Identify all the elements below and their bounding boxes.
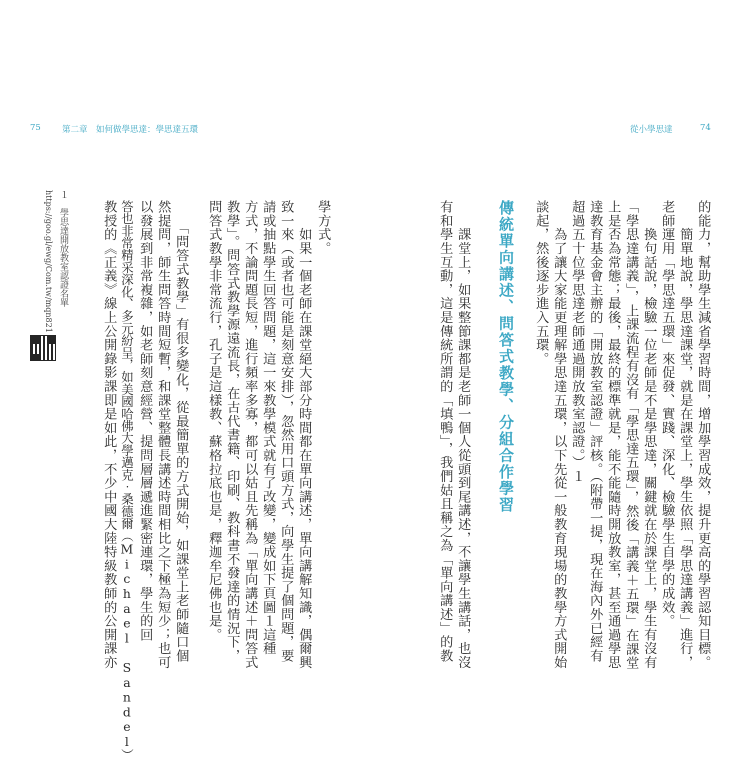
text-line: 談起，然後逐步進入五環。 — [533, 200, 549, 366]
text-line: 學方式。 — [315, 200, 331, 256]
right-running-header: 從小學思達 — [630, 125, 673, 135]
text-line: 教授的《正義》線上公開錄影課即是如此，不少中國大陸特級教師的公開課亦 — [101, 200, 117, 670]
text-line: 「問答式教學」有很多變化，從最簡單的方式開始，如課堂上老師隨口個 — [173, 200, 189, 663]
text-line: 然提問，師生問答時間短暫，和課堂整體長講述時間相比之下極為短少；也可 — [155, 200, 171, 670]
qr-code-icon — [30, 335, 56, 361]
text-line: 超過五十位學思達老師通過開放教室認證。）１ — [569, 200, 585, 484]
text-line: 上是否為常態；最後，最終的標準就是，能不能隨時開放教室，甚至通過學思 — [605, 200, 621, 670]
text-line: 答也非常精采深化、多元紛呈，如美國哈佛大學邁克‧桑德爾（Michael Sandel） — [119, 200, 135, 761]
text-line: 如果一個老師在課堂絕大部分時間都在單向講述，單向講解知識，偶爾興 — [296, 200, 312, 670]
text-line: 致一來（或者也可能是刻意安排），忽然用口頭方式，向學生提了個問題，要 — [278, 200, 294, 663]
left-running-header: 第二章 如何做學思達：學思達五環 — [62, 125, 199, 135]
text-line: 方式，不論問題長短，進行頻率多寡，都可以姑且先稱為「單向講述＋問答式 — [242, 200, 258, 670]
footnote-title: １ 學思達開放教室認證名單 — [58, 190, 68, 307]
text-line: 達教育基金會主辦的「開放教室認證」評核。（附帶一提，現在海內外已經有 — [587, 200, 603, 663]
text-line: 簡單地說，學思達課堂，就是在課堂上，學生依照「學思達講義」進行， — [677, 200, 693, 670]
section-heading: 傳統單向講述、問答式教學、分組合作學習 — [497, 200, 515, 514]
text-line: 的能力，幫助學生減省學習時間，增加學習成效，提升更高的學習認知目標。 — [695, 200, 711, 670]
text-line: 「學思達講義」，上課流程有沒有「學思達五環」，然後「講義＋五環」在課堂 — [623, 200, 639, 670]
text-line: 為了讓大家能更理解學思達五環，以下先從一般教育現場的教學方式開始 — [551, 200, 567, 670]
text-line: 教學」。問答式教學源遠流長，在古代書籍、印刷、教科書不發達的情況下， — [224, 200, 240, 663]
text-line: 請或抽點學生回答問題，這一來教學模式就有了改變，變成如下頁圖１這種 — [260, 200, 276, 656]
footnote-url[interactable]: https://goo.gl/ewg/Com.tw/mqn821 — [44, 190, 53, 333]
right-page-number: 74 — [700, 123, 711, 133]
text-line: 問答式教學非常流行，孔子是這樣教、蘇格拉底也是，釋迦牟尼佛也是。 — [206, 200, 222, 642]
left-page-number: 75 — [30, 123, 41, 133]
text-line: 課堂上，如果整節課都是老師一個人從頭到尾講述，不讓學生講話，也沒 — [455, 200, 471, 670]
text-line: 有和學生互動，這是傳統所謂的「填鴨」，我們姑且稱之為「單向講述」的教 — [437, 200, 453, 663]
text-line: 換句話說，檢驗一位老師是不是學思達，關鍵就在於課堂上，學生有沒有 — [641, 200, 657, 670]
text-line: 老師運用「學思達五環」來促發、實踐、深化、檢驗學生自學的成效。 — [659, 200, 675, 628]
text-line: 以發展到非常複雜，如老師刻意經營、提問層層遞進緊密連環，學生的回 — [137, 200, 153, 642]
